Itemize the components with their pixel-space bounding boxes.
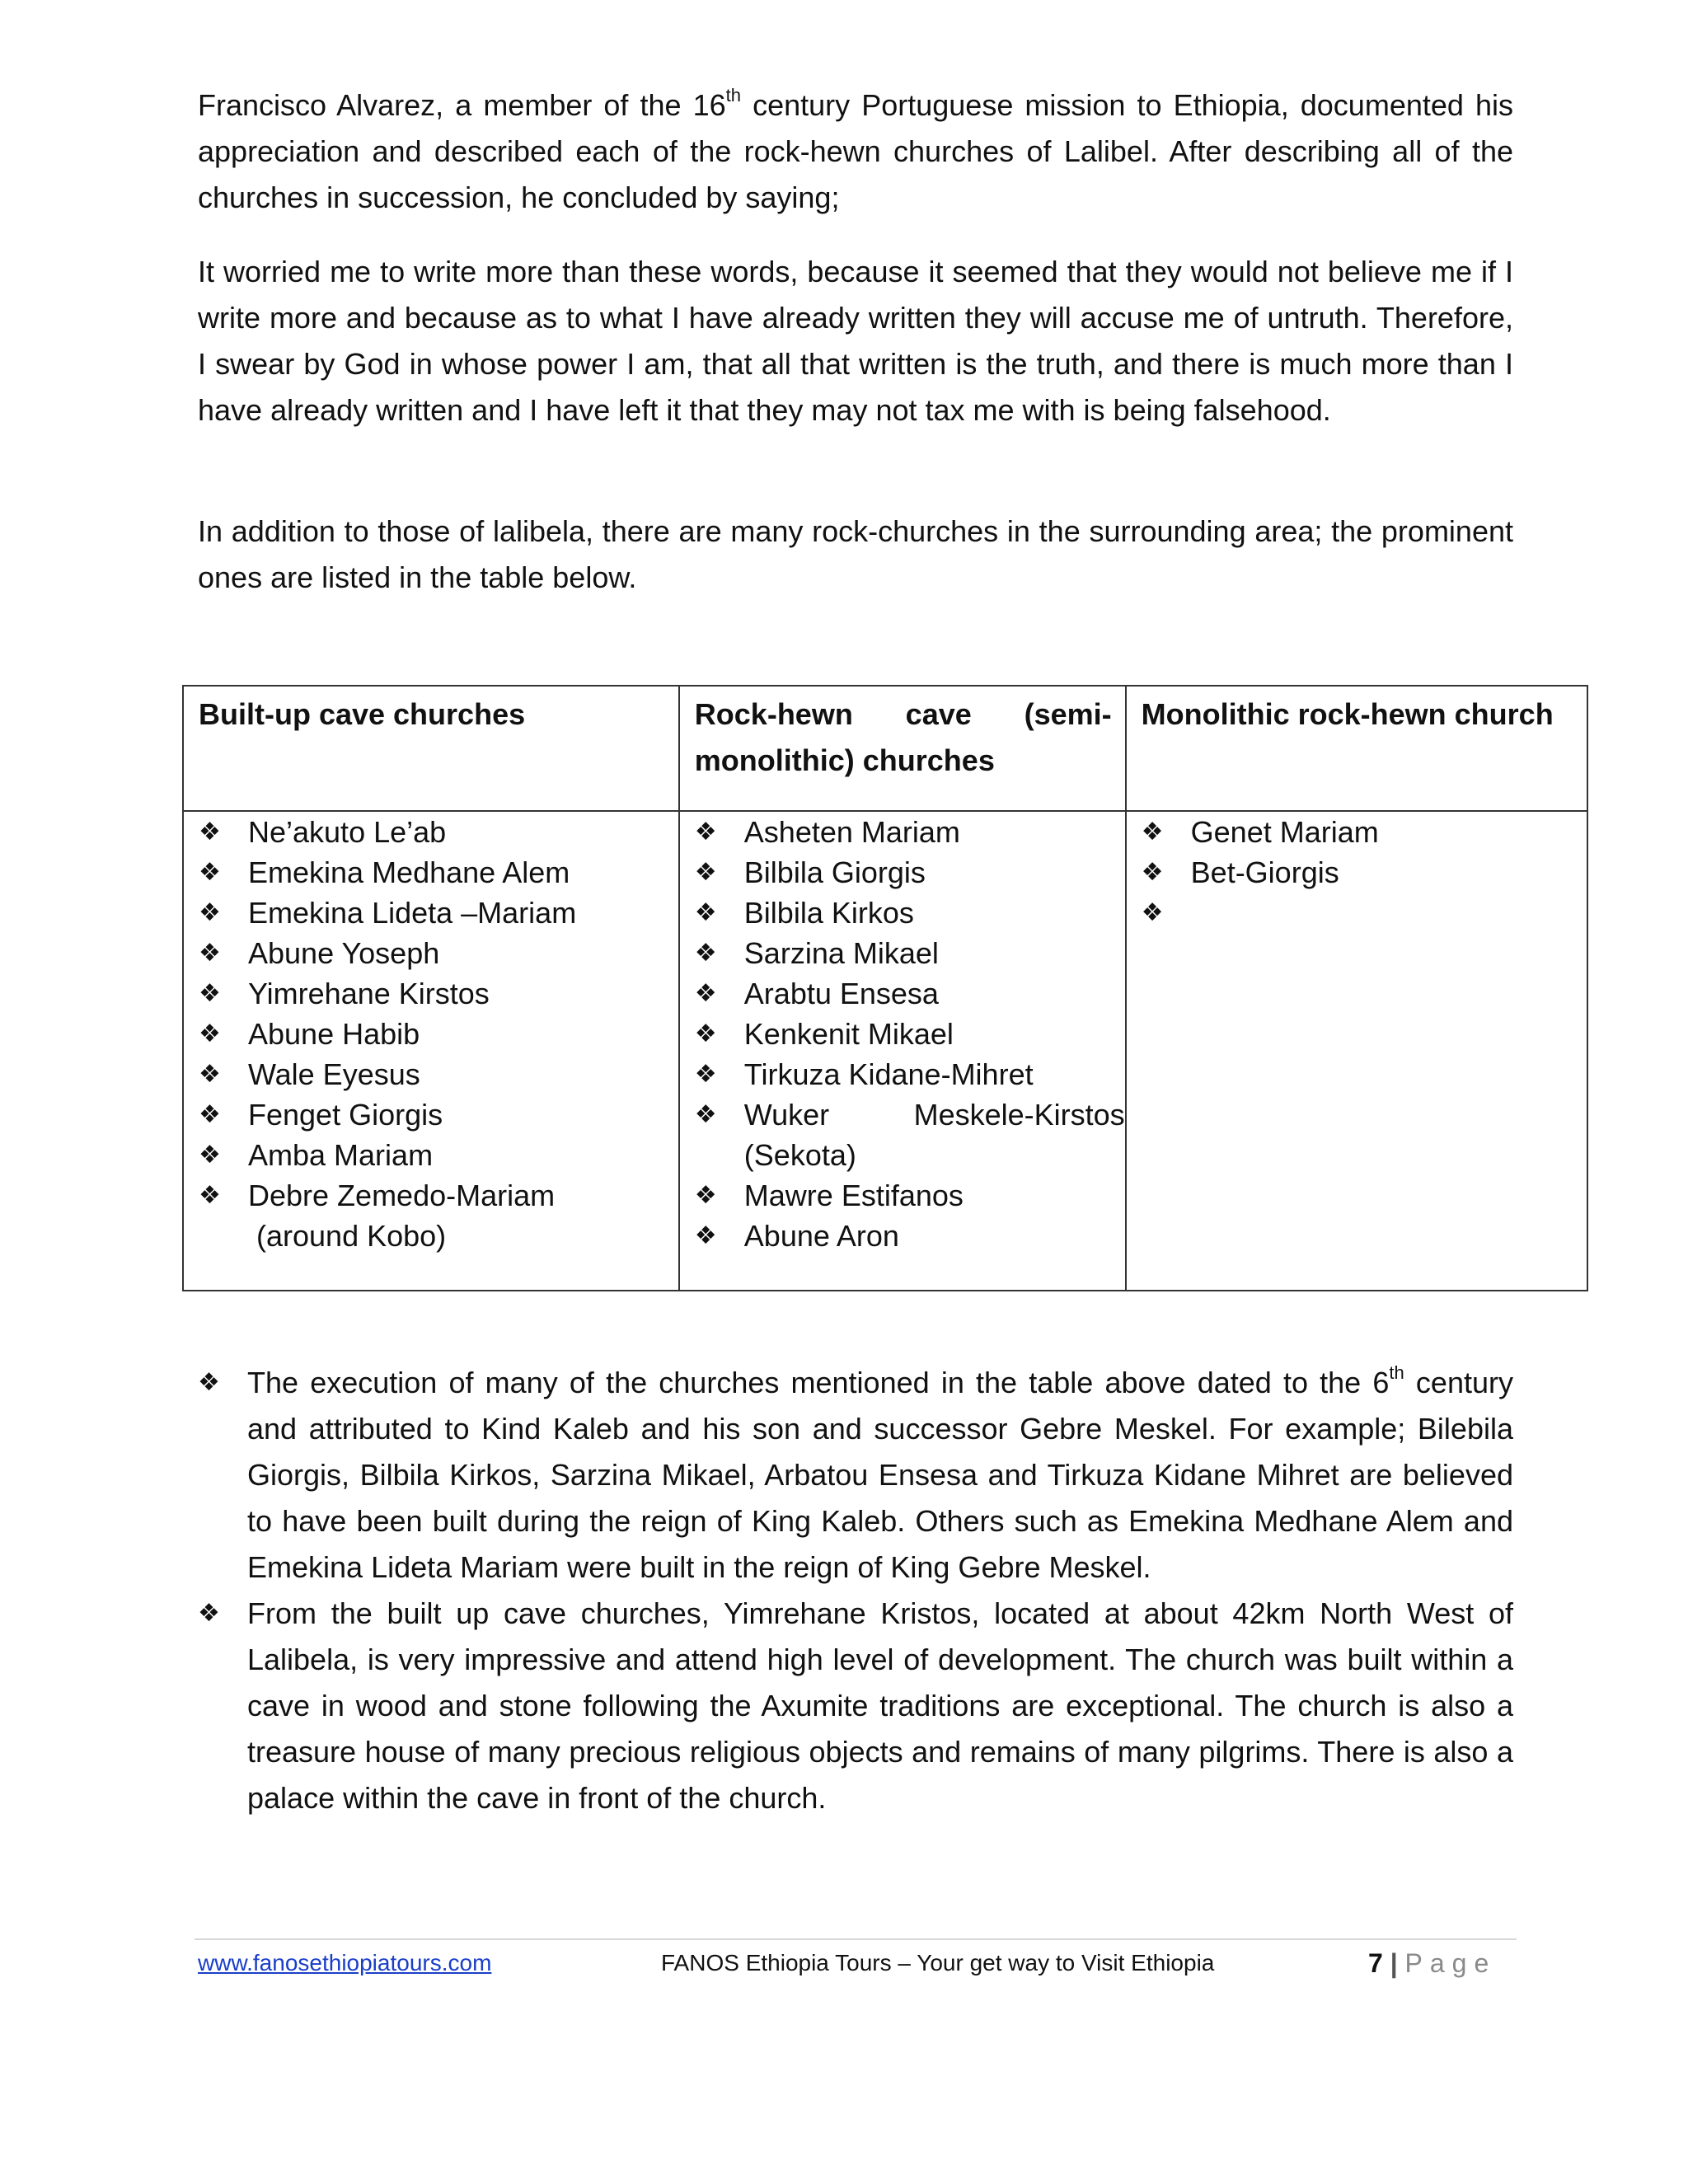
header-built-up: Built-up cave churches — [183, 686, 679, 811]
list-item — [184, 1014, 678, 1054]
church-name: Tirkuza Kidane-Mihret — [743, 1057, 1034, 1091]
bullet-icon: ❖ — [199, 859, 221, 886]
list-item — [680, 933, 1125, 973]
bullet-icon: ❖ — [1141, 859, 1164, 886]
intro-text-rest: century Portuguese mission to Ethiopia, documented his appreciation and described each of the rock-hewn churches of Lalibel. After describing all of the churches in succession, he concluded by saying; — [198, 88, 1513, 214]
addition-paragraph: In addition to those of lalibela, there are many rock-churches in the surrounding area; the prominent ones are listed in the table below. — [198, 514, 1513, 594]
list-item — [680, 1216, 1125, 1256]
bullet-icon: ❖ — [199, 1182, 221, 1209]
list-item — [184, 1175, 678, 1256]
bullet-icon: ❖ — [199, 899, 221, 926]
page-number: 7 — [1368, 1948, 1383, 1978]
bullet-icon: ❖ — [694, 1020, 717, 1047]
note-text-rest: century and attributed to Kind Kaleb and his son and successor Gebre Meskel. For example; Bilebila Giorgis, Bilbila Kirkos, Sarzina Mikael, Arbatou Ensesa and Tirkuza Kidane Mihret are believed to have been built during the reign of King Kaleb. Others such as Emekina Medhane Alem and Emekina Lideta Mariam were built in the reign of King Gebre Meskel. — [247, 1366, 1513, 1584]
intro-superscript: th — [725, 85, 742, 105]
church-name: Genet Mariam — [1190, 815, 1379, 849]
list-item — [680, 1014, 1125, 1054]
bullet-icon: ❖ — [199, 980, 221, 1007]
footer-tagline: FANOS Ethiopia Tours – Your get way to Visit Ethiopia — [661, 1950, 1215, 1975]
bullet-icon: ❖ — [199, 1101, 221, 1128]
table-row — [183, 811, 1587, 1291]
list-item — [184, 812, 678, 852]
list-item — [680, 893, 1125, 933]
church-name-continuation: (around Kobo) — [256, 1219, 447, 1253]
list-item — [1127, 893, 1587, 933]
church-name: Sarzina Mikael — [743, 936, 939, 970]
church-name-continuation: (Sekota) — [743, 1138, 856, 1172]
list-item — [198, 1591, 1513, 1821]
church-name: Abune Yoseph — [248, 936, 440, 970]
bullet-icon: ❖ — [694, 1222, 717, 1249]
list-item — [184, 933, 678, 973]
list-item — [184, 1094, 678, 1135]
note-text-start: The execution of many of the churches mentioned in the table above dated to the 6 — [247, 1366, 1390, 1399]
list-item — [184, 852, 678, 893]
church-name: Wale Eyesus — [248, 1057, 420, 1091]
page-separator: | — [1390, 1948, 1398, 1978]
footer-website-link[interactable]: www.fanosethiopiatours.com — [198, 1950, 492, 1975]
header-rock-hewn: Rock-hewn cave (semi-monolithic) churches — [679, 686, 1126, 811]
note-superscript: th — [1389, 1362, 1404, 1383]
rock-hewn-cell — [679, 811, 1126, 1291]
bullet-icon: ❖ — [694, 899, 717, 926]
church-name: Yimrehane Kirstos — [248, 977, 490, 1010]
list-item — [1127, 852, 1587, 893]
church-name: Arabtu Ensesa — [743, 977, 939, 1010]
list-item — [680, 1175, 1125, 1216]
church-name: Emekina Lideta –Mariam — [248, 896, 577, 930]
bullet-icon: ❖ — [694, 1182, 717, 1209]
church-name: Bilbila Kirkos — [743, 896, 914, 930]
church-name: Fenget Giorgis — [248, 1098, 443, 1132]
note-text: From the built up cave churches, Yimrehane Kristos, located at about 42km North West of Lalibela, is very impressive and attend high level of development. The church was built within a cave in wood and stone following the Axumite traditions are exceptional. The church is also a treasure house of many precious religious objects and remains of many pilgrims. There is also a palace within the cave in front of the church. — [247, 1596, 1513, 1815]
bullet-icon: ❖ — [199, 1061, 221, 1088]
page-label: Page — [1404, 1948, 1497, 1978]
list-item — [184, 973, 678, 1014]
church-name: Bilbila Giorgis — [743, 855, 926, 889]
header-monolithic: Monolithic rock-hewn church — [1126, 686, 1587, 811]
notes-list — [198, 1360, 1513, 1821]
list-item — [680, 1054, 1125, 1094]
list-item — [1127, 812, 1587, 852]
church-name: Emekina Medhane Alem — [248, 855, 570, 889]
church-name: Debre Zemedo-Mariam — [248, 1179, 556, 1212]
list-item — [680, 973, 1125, 1014]
bullet-icon: ❖ — [198, 1369, 220, 1396]
intro-text-start: Francisco Alvarez, a member of the 16 — [198, 88, 726, 122]
church-name: Abune Aron — [743, 1219, 899, 1253]
bullet-icon: ❖ — [694, 940, 717, 967]
church-name: Asheten Mariam — [743, 815, 960, 849]
table-header-row — [183, 686, 1587, 811]
bullet-icon: ❖ — [199, 1020, 221, 1047]
intro-paragraph — [198, 82, 1513, 221]
bullet-icon: ❖ — [199, 940, 221, 967]
bullet-icon: ❖ — [199, 818, 221, 846]
bullet-icon: ❖ — [1141, 899, 1164, 926]
list-item — [184, 1054, 678, 1094]
bullet-icon: ❖ — [694, 1101, 717, 1128]
church-name: Ne’akuto Le’ab — [248, 815, 447, 849]
bullet-icon: ❖ — [694, 818, 717, 846]
bullet-icon: ❖ — [199, 1141, 221, 1169]
footer-page-indicator — [1368, 1945, 1496, 1981]
built-up-list — [184, 812, 678, 1256]
list-item — [198, 1360, 1513, 1591]
church-name: Bet-Giorgis — [1190, 855, 1339, 889]
list-item — [184, 1135, 678, 1175]
church-name: Wuker Meskele-Kirstos — [743, 1098, 1125, 1132]
church-name: Abune Habib — [248, 1017, 420, 1051]
bullet-icon: ❖ — [694, 1061, 717, 1088]
list-item — [680, 852, 1125, 893]
rock-hewn-list — [680, 812, 1125, 1256]
footer-divider — [195, 1938, 1517, 1940]
bullet-icon: ❖ — [694, 859, 717, 886]
list-item — [680, 1094, 1125, 1175]
church-name: Amba Mariam — [248, 1138, 434, 1172]
bullet-icon: ❖ — [694, 980, 717, 1007]
church-name: Mawre Estifanos — [743, 1179, 964, 1212]
list-item — [680, 812, 1125, 852]
bullet-icon: ❖ — [198, 1600, 220, 1627]
bullet-icon: ❖ — [1141, 818, 1164, 846]
churches-table — [182, 685, 1588, 1291]
quote-paragraph: It worried me to write more than these words, because it seemed that they would not believe me if I write more and because as to what I have already written they will accuse me of untruth. Therefore, I swear by God in whose power I am, that all that written is the truth, and there is much more than I have already written and I have left it that they may not tax me with is being falsehood. — [198, 255, 1513, 427]
church-name: Kenkenit Mikael — [743, 1017, 954, 1051]
built-up-cell — [183, 811, 679, 1291]
monolithic-cell — [1126, 811, 1587, 1291]
monolithic-list — [1127, 812, 1587, 933]
list-item — [184, 893, 678, 933]
